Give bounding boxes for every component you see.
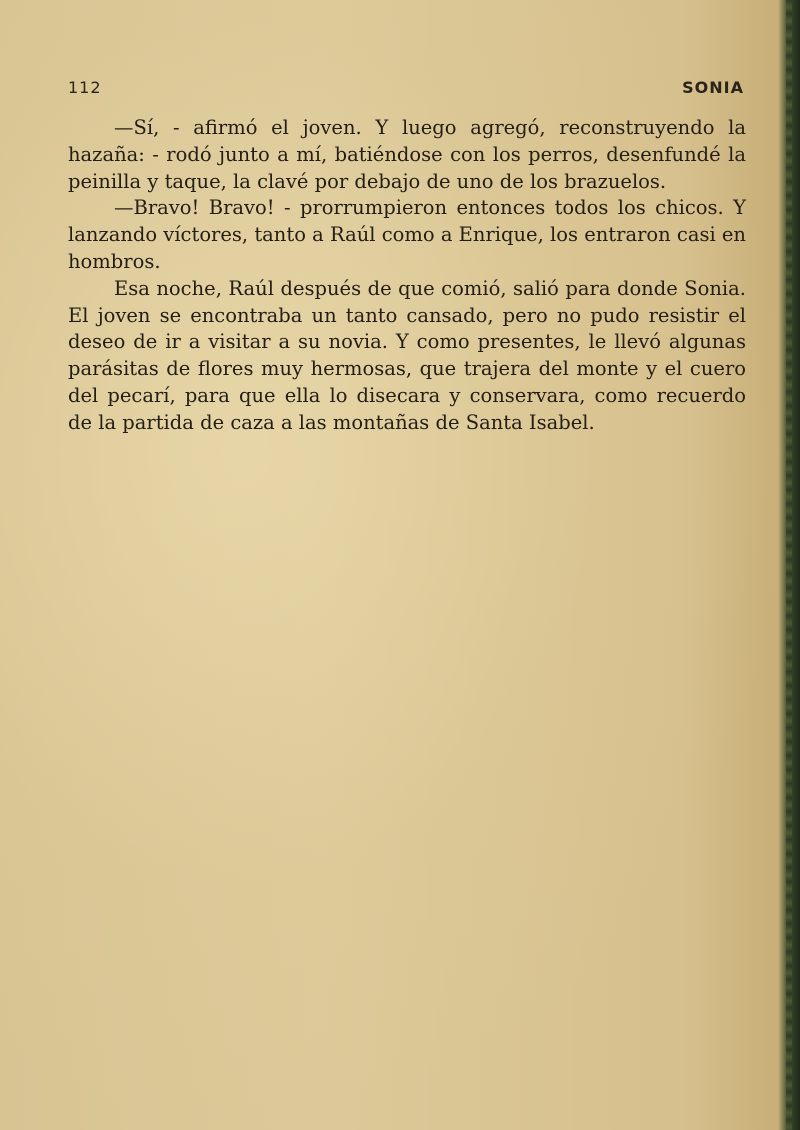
running-title: SONIA (682, 78, 744, 97)
spine-binding-texture (786, 0, 792, 1130)
paragraph-2: —Bravo! Bravo! - prorrumpieron entonces todos los chicos. Y lanzando víctores, tanto a Raúl como a Enrique, los entraron casi en hombros. (68, 196, 746, 273)
paragraph-3: Esa noche, Raúl después de que comió, salió para donde Sonia. El joven se encontraba un tanto cansado, pero no pudo resistir el deseo de ir a visitar a su novia. Y como presentes, le llevó algunas parásitas de flores muy hermosas, que trajera del monte y el cuero del pecarí, para que ella lo disecara y conservara, como recuerdo de la partida de caza a las montañas de Santa Isabel. (68, 276, 746, 434)
page-header (68, 78, 744, 100)
page-number: 112 (68, 78, 102, 97)
paragraph-1: —Sí, - afirmó el joven. Y luego agregó, reconstruyendo la hazaña: - rodó junto a mí, batiéndose con los perros, desenfundé la peinilla y taque, la clavé por debajo de uno de los brazuelos. (68, 116, 746, 193)
body-text (68, 115, 746, 437)
book-spine-edge (778, 0, 800, 1130)
